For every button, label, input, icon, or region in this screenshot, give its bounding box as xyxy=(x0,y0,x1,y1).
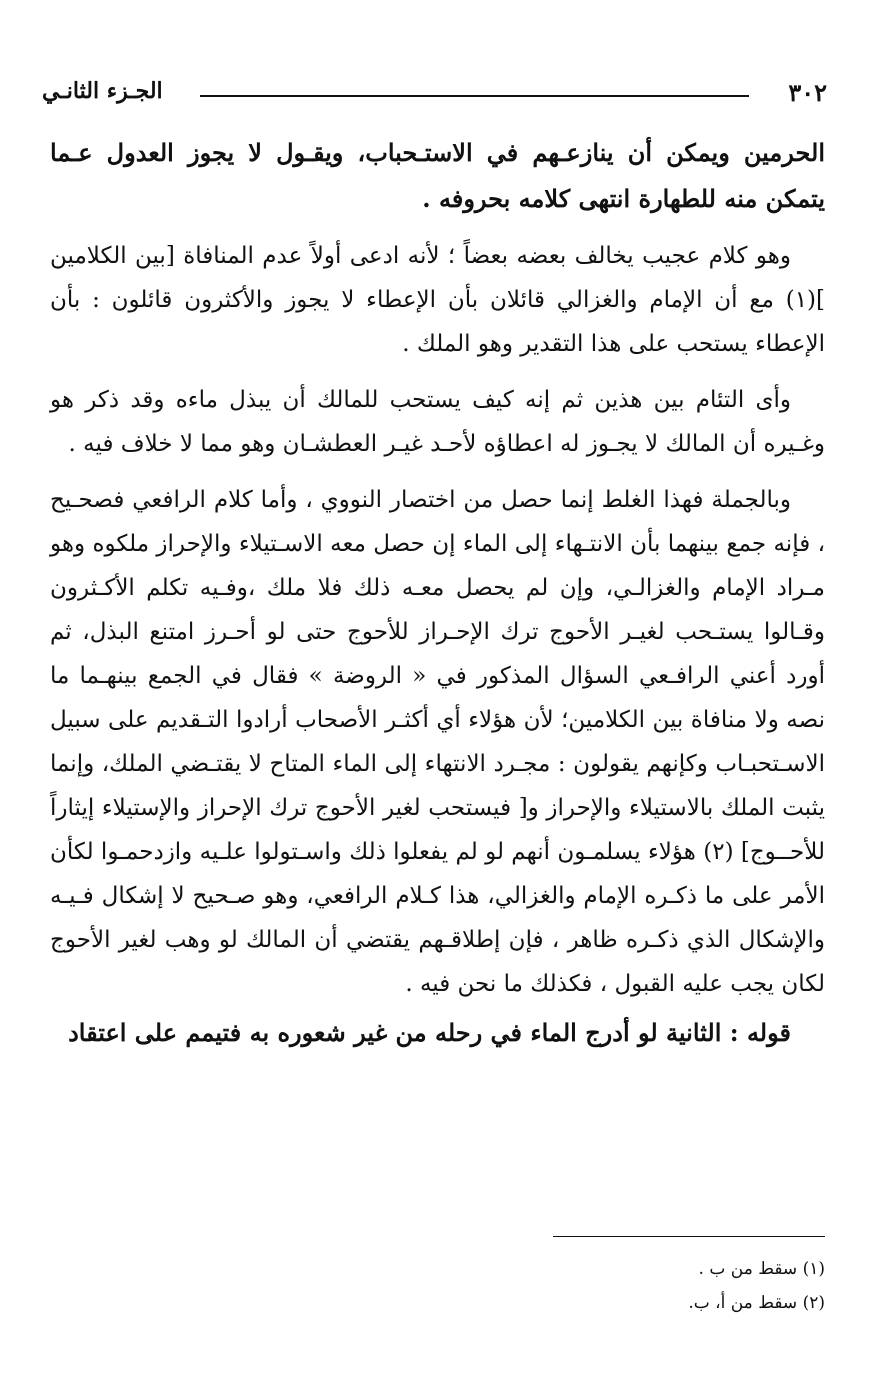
page-number: ٣٠٢ xyxy=(788,78,827,107)
footnotes xyxy=(125,1252,825,1320)
part-title: الجـزء الثانـي xyxy=(42,78,163,104)
footnote-2: (٢) سقط من أ، ب. xyxy=(688,1293,825,1313)
paragraph-heading: قوله : الثانية لو أدرج الماء في رحله من غير شعوره به فتيمم على اعتقاد xyxy=(68,1018,791,1047)
page-body xyxy=(50,130,825,1068)
paragraph: وبالجملة فهذا الغلط إنما حصل من اختصار النووي ، وأما كلام الرافعي فصحـيح ، فإنه جمع بينهما بأن الانتـهاء إلى الماء إن حصل معه الاسـتيلاء والإحراز ملكوه وهو مـراد الإمام والغزالـي، وإن لم يحصل معـه ذلك فلا ملك ،وفـيه تكلم الأكـثرون وقـالوا يستـحب لغيـر الأحوج ترك الإحـراز للأحوج حتى لو أحـرز امتنع البذل، ثم أورد أعني الرافـعي السؤال المذكور في « الروضة » فقال في الجمع بينهـما ما نصه ولا منافاة بين الكلامين؛ لأن هؤلاء أي أكثـر الأصحاب أرادوا التـقديم على سبيل الاسـتحبـاب وكإنهم يقولون : مجـرد الانتهاء إلى الماء المتاح لا يقتـضي الملك، وإنما يثبت الملك بالاستيلاء والإحراز و[ فيستحب لغير الأحوج ترك الإحراز والإستيلاء إيثاراً للأحــوج] (٢) هؤلاء يسلمـون أنهم لو لم يفعلوا ذلك واسـتولوا علـيه وازدحمـوا لكأن الأمر على ما ذكـره الإمام والغزالي، هذا كـلام الرافعي، وهو صـحيح لا إشكال فـيـه والإشكال الذي ذكـره ظاهر ، فإن إطلاقـهم يقتضي أن المالك لو وهب لغير الأحوج لكان يجب عليه القبول ، فكذلك ما نحن فيه . xyxy=(50,487,825,997)
header-rule xyxy=(200,95,749,97)
paragraph: وهو كلام عجيب يخالف بعضه بعضاً ؛ لأنه ادعى أولاً عدم المنافاة [بين الكلامين ](١) مع أن الإمام والغزالي قائلان بأن الإعطاء لا يجوز والأكثرون قائلون : بأن الإعطاء يستحب على هذا التقدير وهو الملك . xyxy=(50,243,825,357)
paragraph-continuation: الحرمين ويمكن أن ينازعـهم في الاستـحباب، ويقـول لا يجوز العدول عـما يتمكن منه للطهارة انتهى كلامه بحروفه . xyxy=(50,138,825,213)
footnote-separator xyxy=(553,1236,825,1237)
footnote-1: (١) سقط من ب . xyxy=(698,1259,825,1279)
paragraph: وأى التئام بين هذين ثم إنه كيف يستحب للمالك أن يبذل ماءه وقد ذكر هو وغـيره أن المالك لا يجـوز له اعطاؤه لأحـد غيـر العطشـان وهو مما لا خلاف فيه . xyxy=(50,387,825,457)
page-header xyxy=(42,78,827,118)
